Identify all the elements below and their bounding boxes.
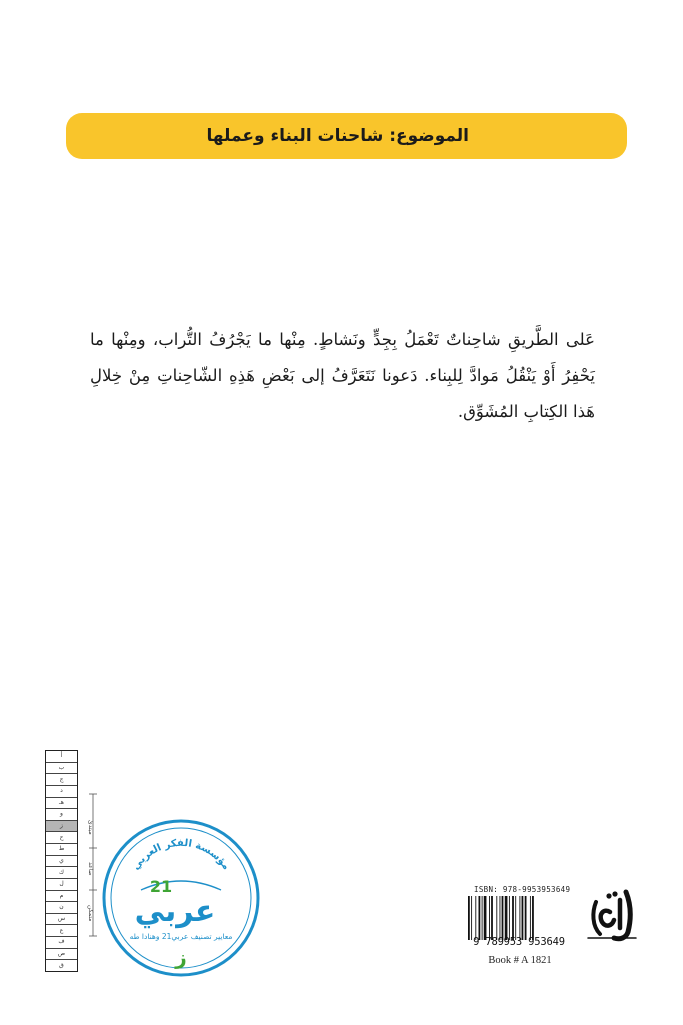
barcode: [468, 896, 573, 940]
ladder-cell: ق: [59, 961, 64, 969]
barcode-bar: [496, 896, 497, 940]
ladder-cell: ح: [46, 832, 77, 844]
barcode-bar: [475, 896, 476, 940]
ladder-cell: و: [46, 809, 77, 821]
ladder-cell: د: [46, 786, 77, 798]
barcode-bar: [500, 896, 501, 940]
barcode-bar: [525, 896, 527, 940]
ladder-cell: أ: [46, 751, 77, 763]
barcode-bar: [482, 896, 483, 940]
ladder-cell: هـ: [46, 798, 77, 810]
ladder-cell: ك: [46, 867, 77, 879]
reading-level-ladder: [45, 750, 78, 972]
scale-label-2: صاعد: [87, 862, 94, 876]
barcode-bar: [522, 896, 524, 940]
barcode-bar: [532, 896, 534, 940]
ladder-cell: ف: [46, 937, 77, 949]
topic-banner: [66, 113, 627, 159]
barcode-bar: [471, 896, 472, 940]
ladder-cell: ي: [46, 856, 77, 868]
seal-arc-text: مؤسسة الفكر العربي: [130, 837, 232, 873]
ladder-cell: ج: [46, 774, 77, 786]
barcode-bar: [505, 896, 508, 940]
barcode-bar: [530, 896, 531, 940]
isbn-label: ISBN: 978-9953953649: [474, 885, 571, 894]
barcode-bar: [479, 896, 481, 940]
book-description: عَلى الطَّريقِ شاحِناتٌ تَعْمَلُ بِجِدٍّ ونَشاطٍ. مِنْها ما يَجْرُفُ التُّراب، ومِنْها ما يَحْفِرُ أَوْ يَنْقُلُ مَوادَّ لِلبِناء. دَعونا نَتَعَرَّفُ إلى بَعْضِ هَذِهِ الشّاحِناتِ مِنْ خِلالِ هَذا الكِتابِ المُشَوِّق.: [90, 329, 595, 421]
barcode-bar: [515, 896, 516, 940]
ladder-cell: س: [46, 914, 77, 926]
topic-title: الموضوع: شاحنات البناء وعملها: [206, 126, 469, 146]
ladder-cell: م: [46, 891, 77, 903]
seal-brand: عربي: [134, 894, 216, 929]
book-number: Book # A 1821: [488, 955, 552, 966]
barcode-bar: [502, 896, 504, 940]
ladder-cell: ع: [46, 925, 77, 937]
ladder-cell: ن: [46, 902, 77, 914]
ladder-cell: ط: [46, 844, 77, 856]
publisher-logo: [580, 882, 644, 946]
barcode-bar: [512, 896, 514, 940]
ladder-cell: ز: [46, 821, 77, 833]
isbn-digits: 9 789953 953649: [473, 936, 565, 948]
scale-label-1: مبتدئ: [87, 820, 94, 835]
seal-level-letter: ز: [175, 945, 187, 969]
barcode-bar: [509, 896, 510, 940]
ladder-cell: ل: [46, 879, 77, 891]
barcode-bar: [484, 896, 487, 940]
ladder-cell: ص: [46, 949, 77, 961]
level-scale: [83, 790, 103, 940]
scale-label-3: متمكن: [87, 905, 94, 922]
barcode-bar: [491, 896, 493, 940]
barcode-bar: [519, 896, 520, 940]
seal-caption: معايير تصنيف عربي21 وهنادا طه: [129, 932, 233, 941]
barcode-bar: [489, 896, 490, 940]
barcode-bar: [468, 896, 470, 940]
ladder-cell: ب: [46, 763, 77, 775]
seal-brand-number: 21: [149, 877, 173, 896]
arabi21-seal: [101, 818, 261, 978]
